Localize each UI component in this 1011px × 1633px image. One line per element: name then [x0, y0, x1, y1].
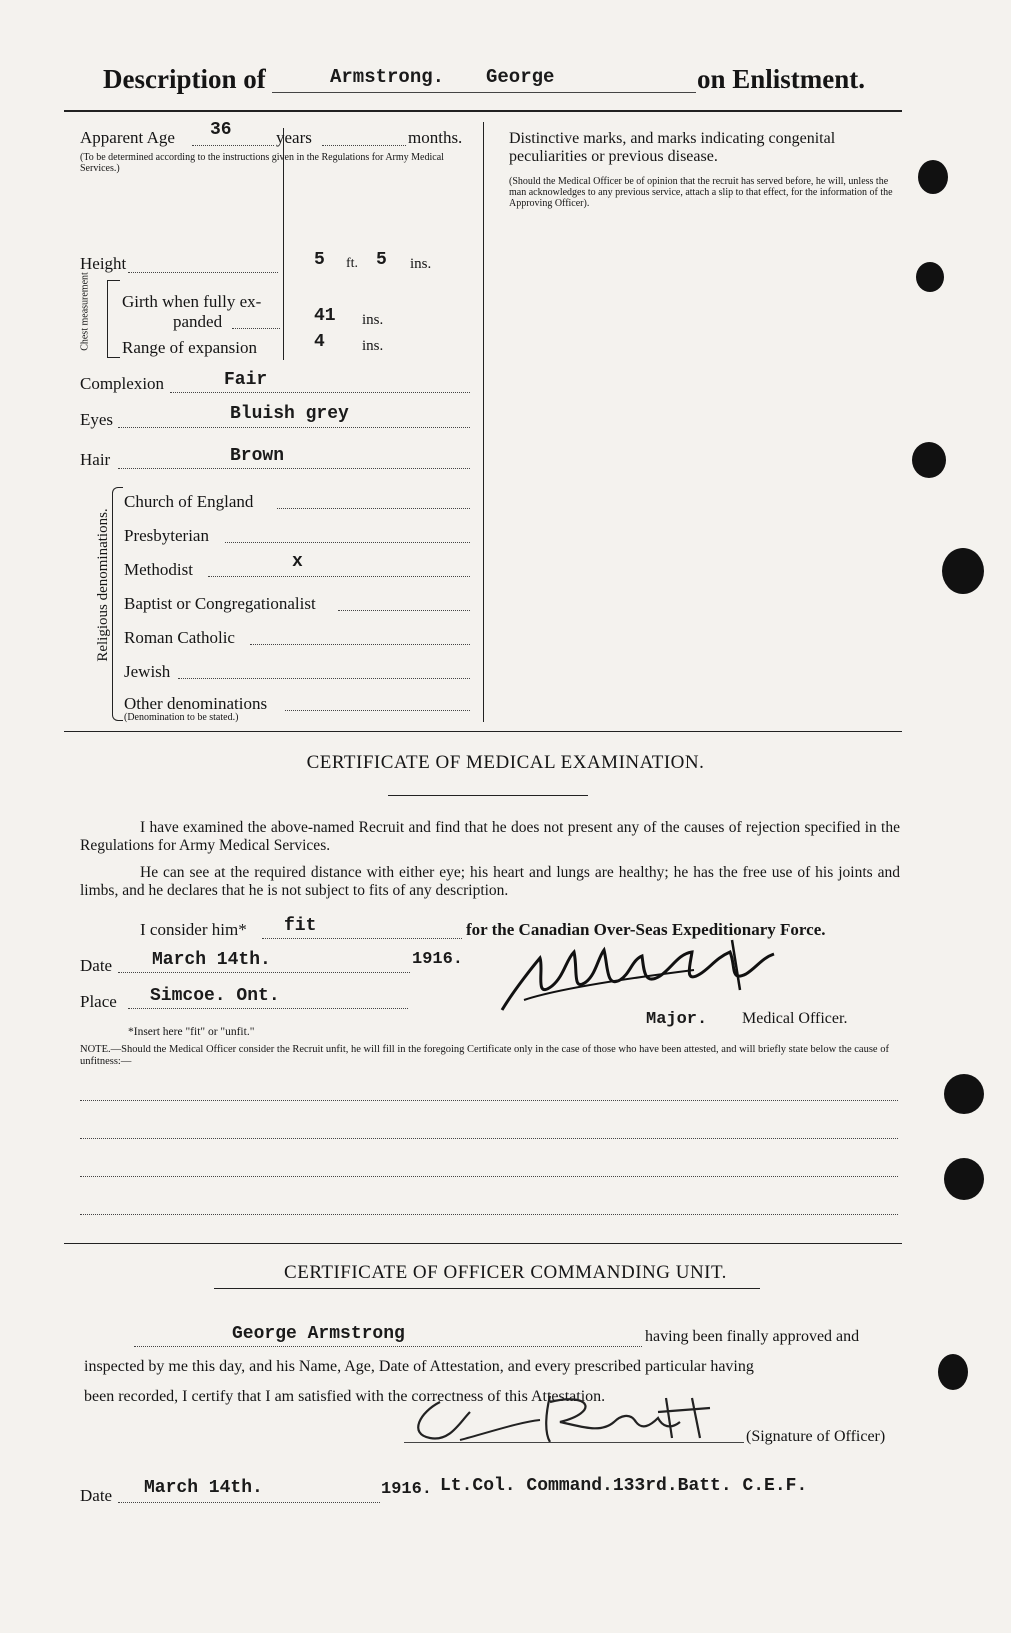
distinctive-marks-heading: Distinctive marks, and marks indicating congenital peculiarities or previous disease.: [509, 130, 836, 165]
complexion-label: Complexion: [80, 374, 165, 393]
fit-line: [262, 938, 462, 939]
religious-denominations-label: Religious denominations.: [95, 508, 111, 662]
apparent-age-label: Apparent Age: [80, 128, 175, 147]
form-title-right: on Enlistment.: [697, 64, 866, 94]
surname-value: Armstrong.: [330, 66, 445, 88]
methodist-mark: x: [292, 552, 303, 572]
religion-other: Other denominations: [124, 694, 268, 713]
unfitness-line-1: [80, 1100, 898, 1101]
commanding-date-line: [118, 1502, 380, 1503]
girth-label-1: Girth when fully ex-: [122, 292, 262, 311]
eyes-value: Bluish grey: [230, 404, 349, 424]
religion-line-6: [285, 710, 470, 711]
religion-baptist: Baptist or Congregationalist: [124, 594, 316, 613]
height-inches-value: 5: [376, 250, 387, 270]
unfitness-line-2: [80, 1138, 898, 1139]
medical-paragraph-1: I have examined the above-named Recruit and find that he does not present any of the causes of rejection specified in the Regulations for Army Medical Services.: [80, 819, 900, 854]
age-value: 36: [210, 120, 232, 140]
medical-officer-label: Medical Officer.: [742, 1010, 848, 1027]
months-label: months.: [408, 128, 463, 147]
section-rule-2: [64, 1243, 902, 1244]
range-label: Range of expansion: [122, 338, 258, 357]
religion-line-3: [338, 610, 470, 611]
religion-line-4: [250, 644, 470, 645]
ft-label: ft.: [346, 256, 359, 271]
religion-methodist: Methodist: [124, 560, 193, 579]
fit-value: fit: [284, 916, 317, 936]
hair-value: Brown: [230, 446, 285, 466]
complexion-value: Fair: [224, 370, 268, 390]
height-ins-label: ins.: [410, 256, 432, 272]
religion-line-1: [225, 542, 470, 543]
commanding-title-rule: [214, 1288, 760, 1289]
place-label: Place: [80, 992, 117, 1011]
header-rule: [64, 110, 902, 112]
section-rule-1: [64, 731, 902, 732]
unfitness-line-3: [80, 1176, 898, 1177]
religion-presbyterian: Presbyterian: [124, 526, 209, 545]
medical-date-value: March 14th.: [152, 950, 271, 970]
months-line: [322, 145, 406, 146]
consider-label: I consider him*: [140, 920, 247, 939]
form-title-left: Description of: [103, 64, 266, 94]
medical-certificate-title: CERTIFICATE OF MEDICAL EXAMINATION.: [306, 752, 705, 773]
binder-hole: [938, 1354, 968, 1390]
binder-hole: [944, 1074, 984, 1114]
height-feet-value: 5: [314, 250, 325, 270]
religion-line-2: [208, 576, 470, 577]
medical-paragraph-2: He can see at the required distance with either eye; his heart and lungs are healthy; he has the free use of his joints and limbs, and he declares that he is not subject to fits of any description.: [80, 864, 900, 899]
range-ins-label: ins.: [362, 338, 384, 354]
girth-label-2: panded: [173, 312, 223, 331]
religion-jewish: Jewish: [124, 662, 171, 681]
medical-date-line: [118, 972, 410, 973]
girth-value: 41: [314, 306, 336, 326]
commanding-text-1: having been finally approved and: [645, 1328, 860, 1345]
commanding-text-3: been recorded, I certify that I am satisfied with the correctness of this Attestation.: [84, 1388, 606, 1405]
place-value: Simcoe. Ont.: [150, 986, 280, 1006]
recruit-name-line: [134, 1346, 642, 1347]
commanding-date-value: March 14th.: [144, 1478, 263, 1498]
expeditionary-force-label: for the Canadian Over-Seas Expeditionary Force.: [466, 920, 826, 939]
age-line: [192, 145, 274, 146]
religion-line-0: [277, 508, 470, 509]
unfit-note: NOTE.—Should the Medical Officer consider the Recruit unfit, he will fill in the foregoing Certificate only in the case of those who have been attested, and will briefly state below the cause of unfitness:—: [80, 1044, 889, 1067]
religion-line-5: [178, 678, 470, 679]
medical-title-rule: [388, 795, 588, 796]
unfitness-line-4: [80, 1214, 898, 1215]
medical-year: 1916.: [412, 950, 464, 969]
distinctive-marks-note: (Should the Medical Officer be of opinion that the recruit has served before, he will, unless the man acknowledges to any previous service, attach a slip to that effect, for the information of the Approving Officer).: [509, 176, 893, 209]
binder-hole: [944, 1158, 984, 1200]
religion-bracket: [112, 487, 123, 721]
years-label: years: [276, 128, 312, 147]
chest-measurement-label: Chest measurement: [79, 272, 91, 351]
commanding-year: 1916.: [381, 1480, 433, 1499]
place-line: [128, 1008, 408, 1009]
commanding-text-2: inspected by me this day, and his Name, Age, Date of Attestation, and every prescribed particular having: [84, 1358, 754, 1375]
medical-date-label: Date: [80, 956, 113, 975]
name-line: [272, 92, 696, 93]
recruit-name-value: George Armstrong: [232, 1324, 405, 1344]
girth-ins-label: ins.: [362, 312, 384, 328]
medical-officer-rank: Major.: [646, 1010, 708, 1029]
commanding-certificate-title: CERTIFICATE OF OFFICER COMMANDING UNIT.: [284, 1262, 727, 1283]
eyes-label: Eyes: [80, 410, 114, 429]
range-value: 4: [314, 332, 325, 352]
fit-insert-note: *Insert here "fit" or "unfit.": [128, 1026, 255, 1038]
given-name-value: George: [486, 66, 555, 88]
religion-church-of-england: Church of England: [124, 492, 254, 511]
chest-bracket: [107, 280, 120, 358]
age-note: (To be determined according to the instructions given in the Regulations for Army Medical Services.): [80, 152, 444, 174]
signature-line: [404, 1442, 744, 1443]
complexion-line: [170, 392, 470, 393]
hair-line: [118, 468, 470, 469]
religion-other-note: (Denomination to be stated.): [124, 712, 239, 723]
binder-hole: [942, 548, 984, 594]
medical-officer-signature: [494, 930, 804, 1020]
commanding-date-label: Date: [80, 1486, 113, 1505]
hair-label: Hair: [80, 450, 111, 469]
height-label: Height: [80, 254, 127, 273]
height-line: [128, 272, 278, 273]
binder-hole: [918, 160, 948, 194]
binder-hole: [916, 262, 944, 292]
binder-hole: [912, 442, 946, 478]
eyes-line: [118, 427, 470, 428]
signature-of-officer-label: (Signature of Officer): [746, 1428, 886, 1445]
command-value: Lt.Col. Command.133rd.Batt. C.E.F.: [440, 1476, 808, 1496]
girth-line: [232, 328, 280, 329]
column-divider: [483, 122, 484, 722]
religion-roman-catholic: Roman Catholic: [124, 628, 235, 647]
